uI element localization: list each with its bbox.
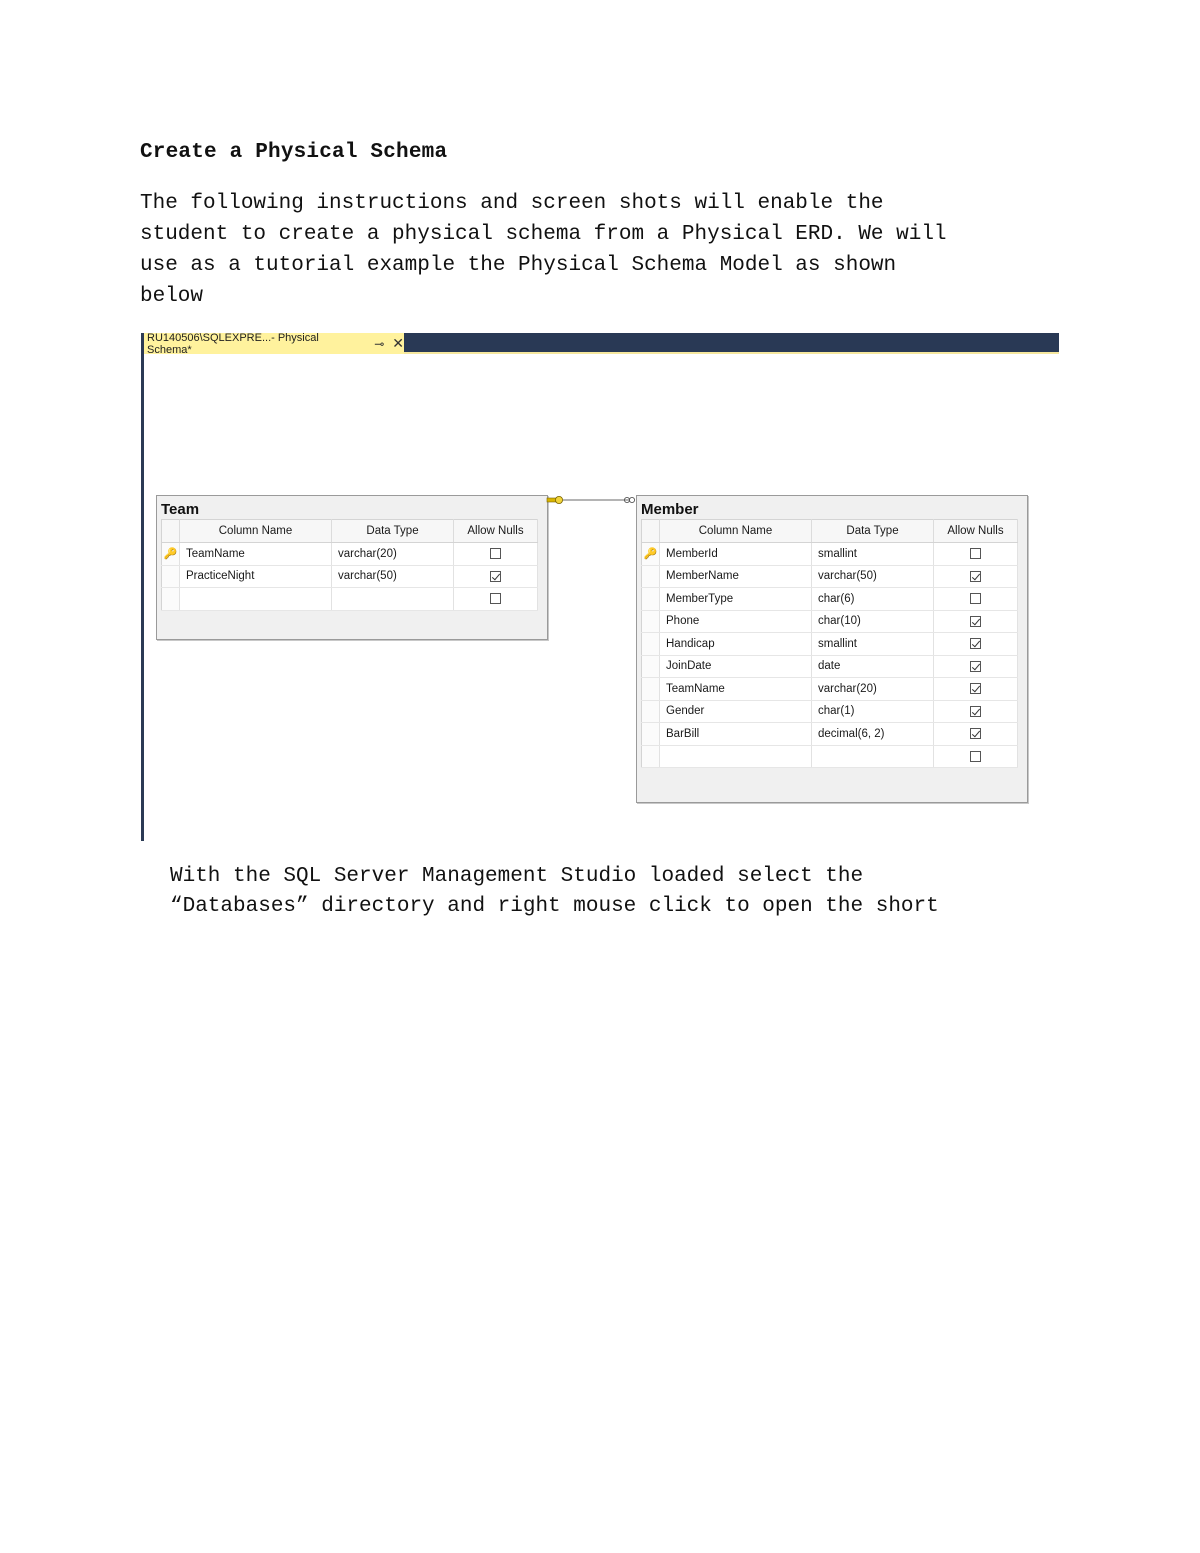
allow-nulls-checkbox[interactable]	[970, 728, 981, 739]
primary-key-icon: 🔑	[163, 548, 178, 561]
member-table[interactable]	[636, 495, 1028, 803]
window-left-border	[141, 333, 144, 841]
column-name-cell[interactable]: PracticeNight	[180, 565, 332, 588]
table-row[interactable]	[642, 723, 1018, 746]
row-selector[interactable]	[642, 543, 660, 566]
allow-nulls-cell	[934, 610, 1018, 633]
table-row[interactable]	[642, 610, 1018, 633]
column-name-cell[interactable]: Handicap	[660, 633, 812, 656]
table-row[interactable]	[642, 543, 1018, 566]
data-type-cell[interactable]: char(10)	[812, 610, 934, 633]
column-name-cell[interactable]	[660, 745, 812, 768]
team-table[interactable]	[156, 495, 548, 640]
row-selector[interactable]	[162, 543, 180, 566]
grid-header-row	[162, 520, 538, 543]
row-selector[interactable]	[642, 745, 660, 768]
data-type-cell[interactable]	[332, 588, 454, 611]
allow-nulls-cell	[454, 565, 538, 588]
table-row[interactable]	[162, 543, 538, 566]
data-type-cell[interactable]: smallint	[812, 543, 934, 566]
data-type-cell[interactable]: smallint	[812, 633, 934, 656]
allow-nulls-checkbox[interactable]	[490, 548, 501, 559]
table-row[interactable]	[642, 678, 1018, 701]
allow-nulls-checkbox[interactable]	[490, 571, 501, 582]
data-type-cell[interactable]	[812, 745, 934, 768]
allow-nulls-cell	[454, 588, 538, 611]
column-name-cell[interactable]: MemberName	[660, 565, 812, 588]
allow-nulls-cell	[934, 655, 1018, 678]
column-grid	[641, 519, 1018, 768]
row-selector[interactable]	[642, 723, 660, 746]
data-type-cell[interactable]: varchar(20)	[332, 543, 454, 566]
allow-nulls-cell	[454, 543, 538, 566]
allow-nulls-checkbox[interactable]	[970, 661, 981, 672]
intro-paragraph: The following instructions and screen shots will enable the student to create a physical schema from a Physical ERD. We will use as a tutorial example the Physical Schema Model as shown below	[140, 192, 947, 308]
allow-nulls-cell	[934, 543, 1018, 566]
column-name-cell[interactable]: JoinDate	[660, 655, 812, 678]
table-row[interactable]	[642, 655, 1018, 678]
primary-key-icon: 🔑	[643, 548, 658, 561]
table-row[interactable]	[162, 588, 538, 611]
row-selector[interactable]	[642, 588, 660, 611]
row-selector[interactable]	[642, 610, 660, 633]
column-name-cell[interactable]: MemberId	[660, 543, 812, 566]
allow-nulls-cell	[934, 588, 1018, 611]
allow-nulls-checkbox[interactable]	[970, 571, 981, 582]
table-row[interactable]	[642, 745, 1018, 768]
allow-nulls-checkbox[interactable]	[970, 706, 981, 717]
column-name-cell[interactable]: BarBill	[660, 723, 812, 746]
data-type-cell[interactable]: date	[812, 655, 934, 678]
ssms-screenshot	[141, 333, 1059, 841]
column-name-cell[interactable]: MemberType	[660, 588, 812, 611]
row-selector[interactable]	[162, 565, 180, 588]
table-row[interactable]	[162, 565, 538, 588]
allow-nulls-cell	[934, 633, 1018, 656]
key-icon	[547, 496, 563, 503]
tab-title: RU140506\SQLEXPRE...- Physical Schema*	[147, 331, 319, 356]
row-selector[interactable]	[642, 565, 660, 588]
allow-nulls-checkbox[interactable]	[970, 593, 981, 604]
column-header[interactable]: Allow Nulls	[934, 520, 1018, 543]
column-header[interactable]: Data Type	[332, 520, 454, 543]
column-header[interactable]: Allow Nulls	[454, 520, 538, 543]
data-type-cell[interactable]: char(1)	[812, 700, 934, 723]
allow-nulls-cell	[934, 678, 1018, 701]
table-row[interactable]	[642, 588, 1018, 611]
column-header[interactable]: Column Name	[660, 520, 812, 543]
allow-nulls-cell	[934, 700, 1018, 723]
continuation-paragraph: With the SQL Server Management Studio loaded select the “Databases” directory and right mouse click to open the short	[170, 865, 939, 918]
table-row[interactable]	[642, 633, 1018, 656]
table-title: Team	[161, 501, 200, 518]
allow-nulls-checkbox[interactable]	[970, 548, 981, 559]
relationship-connector[interactable]	[545, 493, 637, 507]
row-selector[interactable]	[162, 588, 180, 611]
column-header[interactable]: Data Type	[812, 520, 934, 543]
close-icon[interactable]: ✕	[392, 335, 404, 351]
diagram-document-tab[interactable]	[144, 333, 404, 354]
allow-nulls-checkbox[interactable]	[970, 616, 981, 627]
row-selector[interactable]	[642, 678, 660, 701]
allow-nulls-checkbox[interactable]	[970, 751, 981, 762]
row-selector-header	[642, 520, 660, 543]
pin-icon[interactable]: ⊸	[374, 336, 385, 351]
grid-header-row	[642, 520, 1018, 543]
table-row[interactable]	[642, 565, 1018, 588]
allow-nulls-checkbox[interactable]	[970, 683, 981, 694]
row-selector[interactable]	[642, 655, 660, 678]
column-grid	[161, 519, 538, 611]
data-type-cell[interactable]: char(6)	[812, 588, 934, 611]
data-type-cell[interactable]: varchar(50)	[332, 565, 454, 588]
data-type-cell[interactable]: varchar(50)	[812, 565, 934, 588]
column-header[interactable]: Column Name	[180, 520, 332, 543]
table-row[interactable]	[642, 700, 1018, 723]
column-name-cell[interactable]: TeamName	[660, 678, 812, 701]
row-selector[interactable]	[642, 700, 660, 723]
column-name-cell[interactable]: Phone	[660, 610, 812, 633]
column-name-cell[interactable]: Gender	[660, 700, 812, 723]
allow-nulls-cell	[934, 745, 1018, 768]
allow-nulls-checkbox[interactable]	[970, 638, 981, 649]
column-name-cell[interactable]	[180, 588, 332, 611]
row-selector-header	[162, 520, 180, 543]
data-type-cell[interactable]: decimal(6, 2)	[812, 723, 934, 746]
table-title: Member	[641, 501, 699, 518]
allow-nulls-cell	[934, 723, 1018, 746]
allow-nulls-cell	[934, 565, 1018, 588]
page-heading: Create a Physical Schema	[140, 141, 448, 164]
allow-nulls-checkbox[interactable]	[490, 593, 501, 604]
row-selector[interactable]	[642, 633, 660, 656]
data-type-cell[interactable]: varchar(20)	[812, 678, 934, 701]
column-name-cell[interactable]: TeamName	[180, 543, 332, 566]
